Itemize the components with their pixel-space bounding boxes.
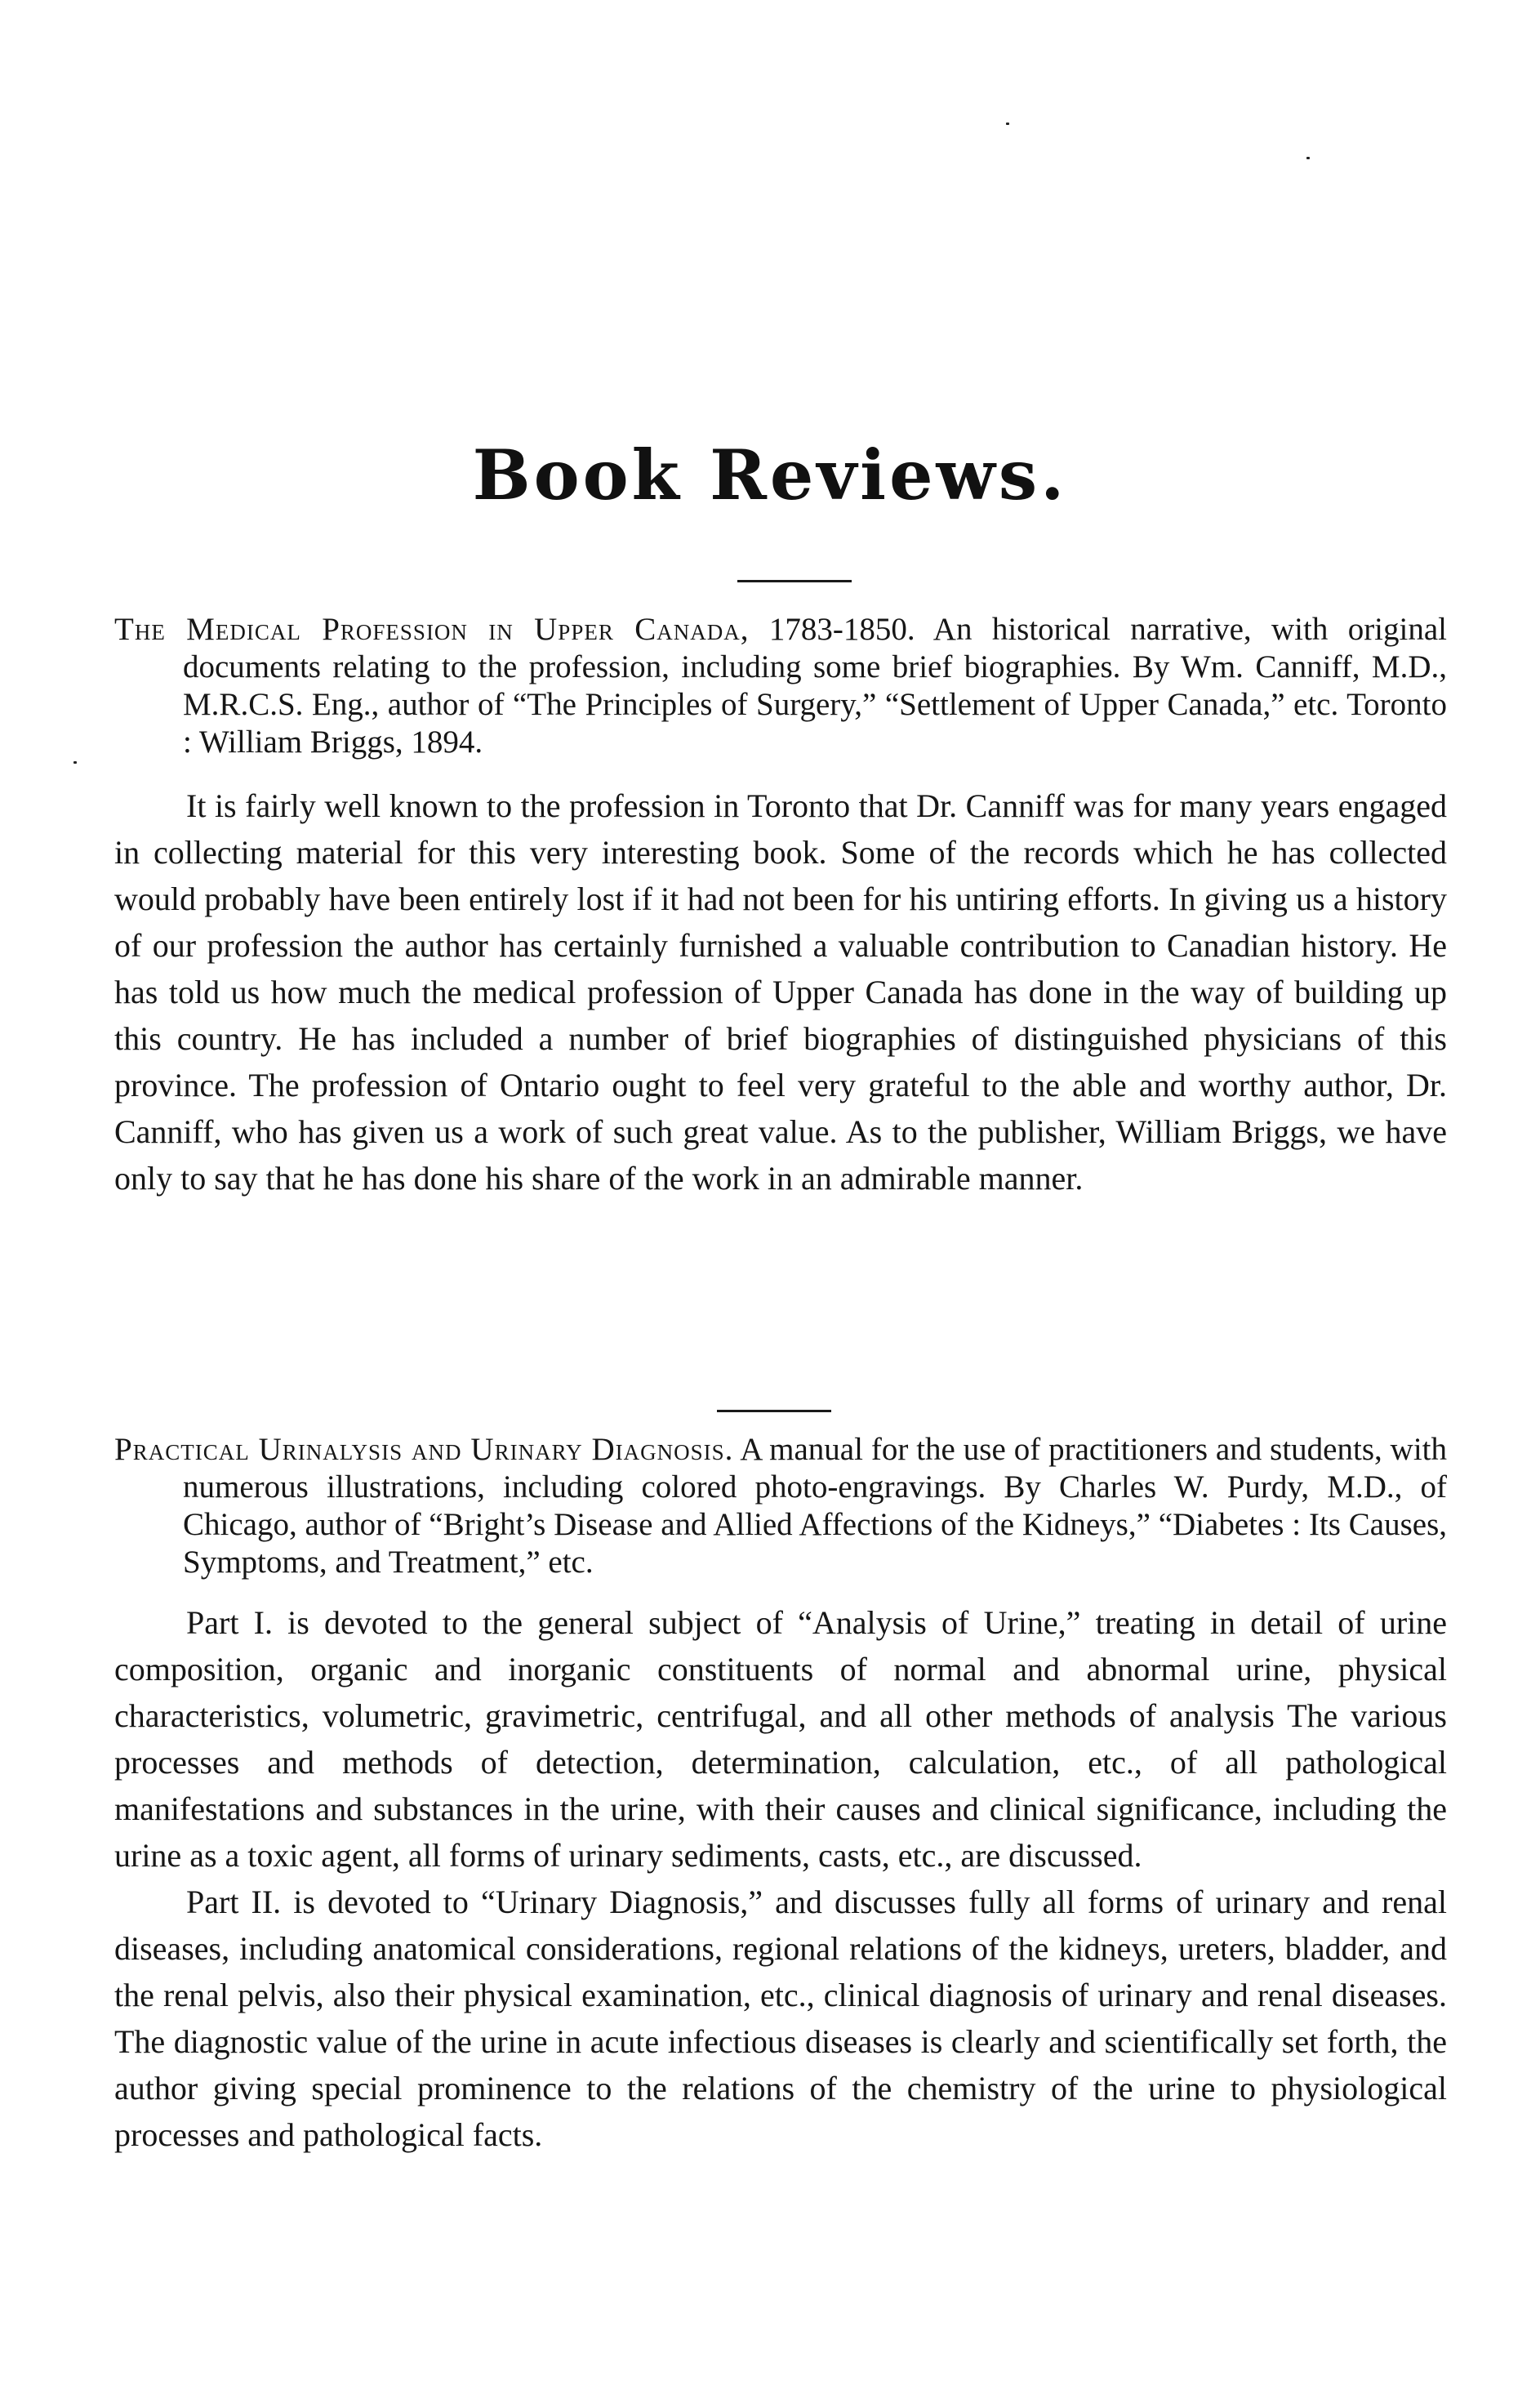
scan-speck xyxy=(73,761,77,764)
review-2-paragraph-1: Part I. is devoted to the general subject of “Analysis of Urine,” treating in detail of urine composition, organic and inorganic constituents of normal and abnormal urine, physical characteristics, volumetric, gravimetric, centrifugal, and all other methods of analysis The various processes and methods of detection, determination, calculation, etc., of all pathological manifestations and substances in the urine, with their causes and clinical significance, including the urine as a toxic agent, all forms of urinary sediments, casts, etc., are discussed. xyxy=(114,1604,1447,1874)
scan-speck xyxy=(1306,157,1310,159)
page-title: Book Reviews. xyxy=(472,435,1068,515)
review-2-book-title: Practical Urinalysis and Urinary Diagnosis. xyxy=(114,1432,734,1467)
review-1 xyxy=(114,611,1447,1202)
review-1-details: 1783-1850. An historical narrative, with original documents relating to the profession, including some brief biographies. By Wm. Canniff, M.D., M.R.C.S. Eng., author of “The Principles of Surgery,” “Settlement of Upper Canada,” etc. Toronto : William Briggs, 1894. xyxy=(183,612,1448,760)
review-2-heading xyxy=(114,1431,1447,1581)
review-1-paragraph: It is fairly well known to the profession in Toronto that Dr. Canniff was for many years engaged in collecting material for this very interesting book. Some of the records which he has collected would probably have been entirely lost if it had not been for his untiring efforts. In giving us a history of our profession the author has certainly furnished a valuable contribution to Canadian history. He has told us how much the medical profession of Upper Canada has done in the way of building up this country. He has included a number of brief biographies of distinguished physicians of this province. The profession of Ontario ought to feel very grateful to the able and worthy author, Dr. Canniff, who has given us a work of such great value. As to the publisher, William Briggs, we have only to say that he has done his share of the work in an admirable manner. xyxy=(114,787,1447,1197)
review-1-book-title: The Medical Profession in Upper Canada, xyxy=(114,612,750,647)
review-2-details: A manual for the use of practitioners and students, with numerous illustrations, including colored photo-engravings. By Charles W. Purdy, M.D., of Chicago, author of “Bright’s Disease and Allied Affections of the Kidneys,” “Diabetes : Its Causes, Symptoms, and Treatment,” etc. xyxy=(183,1432,1447,1580)
review-1-heading xyxy=(114,611,1447,761)
review-2-paragraph-2: Part II. is devoted to “Urinary Diagnosis,” and discusses fully all forms of urinary and renal diseases, including anatomical considerations, regional relations of the kidneys, ureters, bladder, and the renal pelvis, also their physical examination, etc., clinical diagnosis of urinary and renal diseases. The diagnostic value of the urine in acute infectious diseases is clearly and scientifically set forth, the author giving special prominence to the relations of the chemistry of the urine to physiological processes and pathological facts. xyxy=(114,1884,1447,2153)
scan-speck xyxy=(1006,123,1009,125)
review-divider xyxy=(717,1410,831,1412)
title-divider xyxy=(737,580,852,582)
review-2 xyxy=(114,1431,1447,2158)
